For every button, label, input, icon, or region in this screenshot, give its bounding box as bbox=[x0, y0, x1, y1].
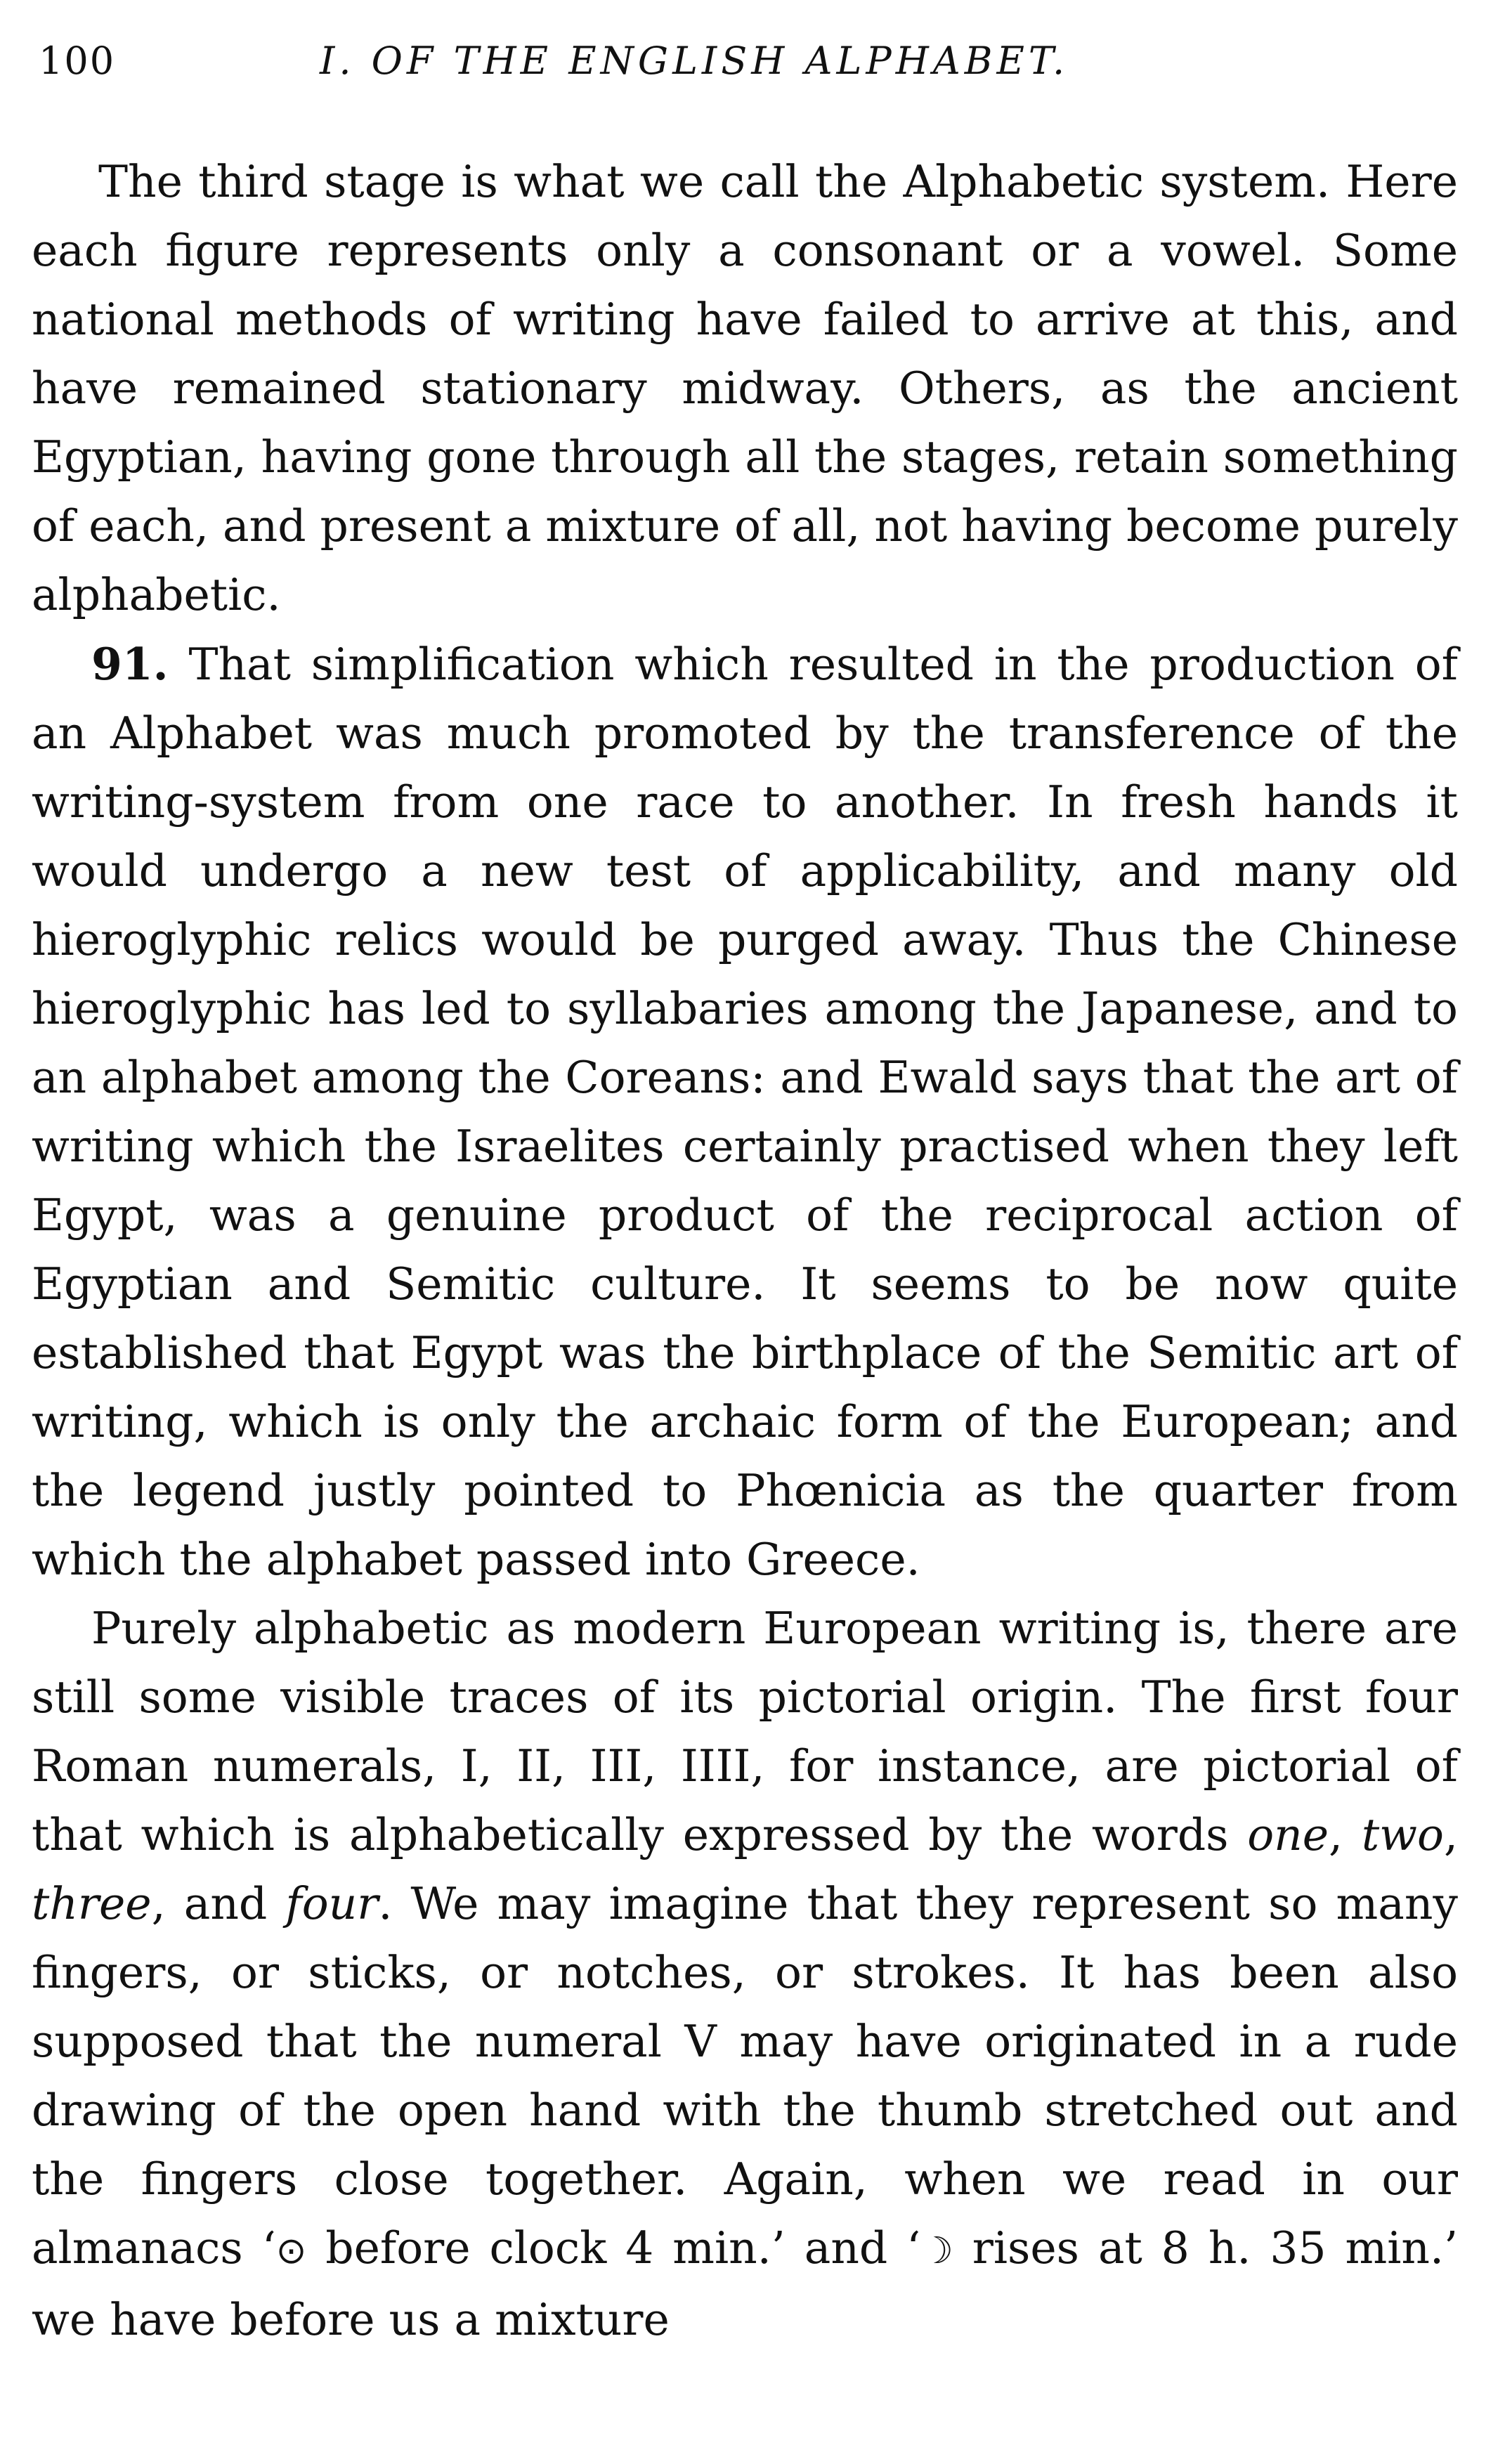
section-number: 91. bbox=[91, 638, 169, 690]
running-head bbox=[39, 37, 1437, 86]
paragraph-section-91 bbox=[32, 630, 1458, 1594]
paragraph-text: Purely alphabetic as modern European writing is, there are still some visible traces of its pictorial origin. The first four Roman numerals, I, II, III, IIII, for instance, are pictorial of that which is alphabetically expressed by the words bbox=[32, 1603, 1458, 1860]
page-number: 100 bbox=[39, 39, 116, 83]
separator: , bbox=[1443, 1809, 1459, 1860]
paragraph-text: rises at 8 h. 35 min.’ we have before us a mixture bbox=[32, 2222, 1459, 2345]
moon-symbol-icon: ☽ bbox=[920, 2230, 953, 2272]
paragraph-alphabetic-system bbox=[32, 148, 1458, 630]
separator: , bbox=[1329, 1809, 1362, 1860]
italic-word-four: four bbox=[285, 1878, 379, 1929]
paragraph-text: . We may imagine that they represent so many fingers, or sticks, or notches, or strokes. It has been also supposed that the numeral V may have originated in a rude drawing of the open hand with the thumb stretched out and the fingers close together. Again, when we read in our almanacs ‘ bbox=[32, 1878, 1458, 2274]
paragraph-text: The third stage is what we call the Alphabetic system. Here each figure represents only a consonant or a vowel. Some national methods of writing have failed to arrive at this, and have remained stationary midway. Others, as the ancient Egyptian, having gone through all the stages, retain something of each, and present a mixture of all, not having become purely alphabetic. bbox=[32, 156, 1458, 620]
italic-word-one: one bbox=[1247, 1809, 1329, 1860]
separator: , and bbox=[151, 1878, 286, 1929]
sun-symbol-icon: ⊙ bbox=[275, 2230, 307, 2272]
paragraph-text: before clock 4 min.’ and ‘ bbox=[306, 2222, 921, 2274]
paragraph-text: That simplification which resulted in the production of an Alphabet was much promoted by the transference of the writing-system from one race to another. In fresh hands it would undergo a new test of applicability, and many old hieroglyphic relics would be purged away. Thus the Chinese hieroglyphic has led to syllabaries among the Japanese, and to an alphabet among the Coreans: and Ewald says that the art of writing which the Israelites certainly practised when they left Egypt, was a genuine product of the reciprocal action of Egyptian and Semitic culture. It seems to be now quite established that Egypt was the birthplace of the Semitic art of writing, which is only the archaic form of the European; and the legend justly pointed to Phœnicia as the quarter from which the alphabet passed into Greece. bbox=[32, 639, 1458, 1585]
running-title: I. OF THE ENGLISH ALPHABET. bbox=[320, 39, 1069, 83]
italic-word-three: three bbox=[32, 1878, 152, 1929]
paragraph-pictorial-origin bbox=[32, 1594, 1458, 2354]
italic-word-two: two bbox=[1361, 1809, 1444, 1860]
body-text bbox=[32, 148, 1458, 2354]
